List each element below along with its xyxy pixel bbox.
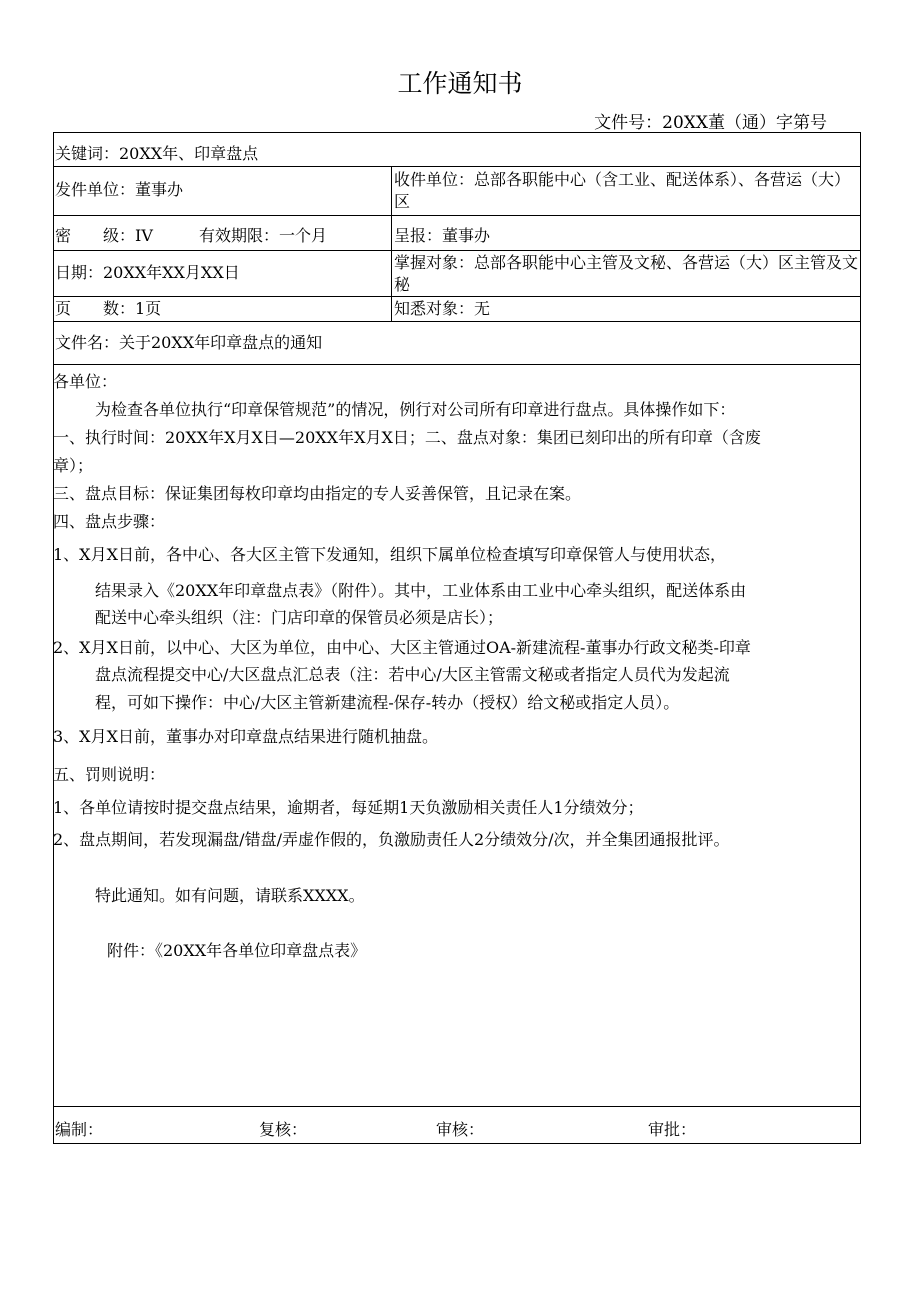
recipients-field: 收件单位：总部各职能中心（含工业、配送体系）、各营运（大）区 [394, 170, 851, 211]
column-divider [391, 166, 392, 321]
sender-field: 发件单位：董事办 [55, 180, 184, 199]
step-2: 2、X月X日前，以中心、大区为单位，由中心、大区主管通过OA-新建流程-董事办行政文秘类-印章 [53, 638, 751, 657]
closing-note: 特此通知。如有问题，请联系XXXX。 [95, 886, 365, 905]
greeting: 各单位： [53, 372, 118, 391]
responsible-field: 掌握对象：总部各职能中心主管及文秘、各营运（大）区主管及文秘 [394, 253, 859, 294]
classification-field: 密 级：IV [55, 226, 153, 245]
attachment-note: 附件：《20XX年各单位印章盘点表》 [107, 941, 367, 960]
date-field: 日期：20XX年XX月XX日 [55, 263, 240, 282]
penalty-2: 2、盘点期间，若发现漏盘/错盘/弄虚作假的，负激励责任人2分绩效分/次，并全集团通报批评。 [53, 830, 730, 849]
step-1-continued: 配送中心牵头组织（注：门店印章的保管员必须是店长）； [95, 608, 504, 627]
keywords-field: 关键词：20XX年、印章盘点 [55, 144, 259, 163]
step-2-continued: 程，可如下操作：中心/大区主管新建流程-保存-转办（授权）给文秘或指定人员）。 [95, 693, 680, 712]
divider [53, 296, 861, 297]
informed-field: 知悉对象：无 [394, 299, 491, 318]
document-title: 工作通知书 [397, 69, 523, 98]
filename-field: 文件名：关于20XX年印章盘点的通知 [55, 333, 323, 352]
item-4: 四、盘点步骤： [53, 512, 166, 531]
pages-field: 页 数：1页 [55, 299, 162, 318]
divider [53, 364, 861, 365]
divider [53, 166, 861, 167]
step-1-continued: 结果录入《20XX年印章盘点表》（附件）。其中，工业体系由工业中心牵头组织，配送体系由 [95, 581, 747, 600]
step-3: 3、X月X日前，董事办对印章盘点结果进行随机抽盘。 [53, 727, 438, 746]
report-to-field: 呈报：董事办 [394, 226, 491, 245]
audited-by-label: 审核： [436, 1120, 485, 1139]
step-1: 1、X月X日前，各中心、各大区主管下发通知，组织下属单位检查填写印章保管人与使用状态， [53, 545, 726, 564]
penalty-1: 1、各单位请按时提交盘点结果，逾期者，每延期1天负激励相关责任人1分绩效分； [53, 798, 644, 817]
item-5: 五、罚则说明： [53, 765, 166, 784]
step-2-continued: 盘点流程提交中心/大区盘点汇总表（注：若中心/大区主管需文秘或者指定人员代为发起流 [95, 665, 730, 684]
item-3: 三、盘点目标：保证集团每枚印章均由指定的专人妥善保管，且记录在案。 [53, 484, 582, 503]
document-number: 文件号：20XX董（通）字第号 [594, 113, 827, 133]
intro-paragraph: 为检查各单位执行“印章保管规范”的情况，例行对公司所有印章进行盘点。具体操作如下： [95, 400, 736, 419]
item-1-continued: 章）； [53, 456, 94, 475]
divider [53, 321, 861, 322]
approved-by-label: 审批： [648, 1120, 697, 1139]
validity-field: 有效期限：一个月 [199, 226, 328, 245]
divider [53, 215, 861, 216]
reviewed-by-label: 复核： [259, 1120, 308, 1139]
item-1: 一、执行时间：20XX年X月X日—20XX年X月X日；二、盘点对象：集团已刻印出的所有印章（含废 [53, 428, 761, 447]
divider [53, 1106, 861, 1107]
divider [53, 250, 861, 251]
compiled-by-label: 编制： [55, 1120, 104, 1139]
